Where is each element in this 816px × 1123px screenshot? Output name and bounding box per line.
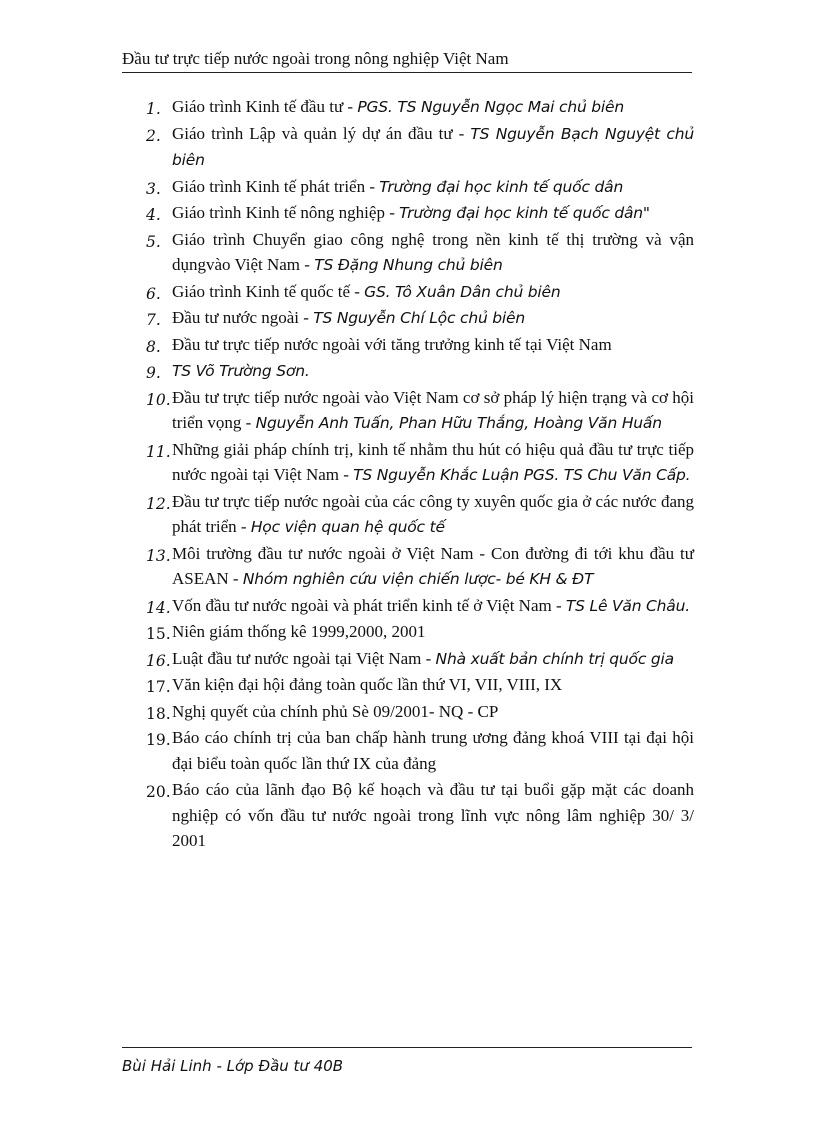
reference-item <box>146 541 694 593</box>
reference-number: 18. <box>146 704 171 723</box>
reference-number: 16. <box>146 651 171 670</box>
reference-number: 20. <box>146 783 171 801</box>
reference-source: Nhà xuất bản chính trị quốc gia <box>435 649 674 668</box>
reference-title: Đầu tư nước ngoài - <box>172 308 314 327</box>
reference-number: 13. <box>146 546 171 565</box>
reference-title: Báo cáo của lãnh đạo Bộ kế hoạch và đầu tư tại buổi gặp mặt các doanh nghiệp có vốn đầu tư nước ngoài trong lĩnh vực nông lâm nghiệp 30/ 3/ 2001 <box>172 780 694 850</box>
reference-item <box>146 279 694 306</box>
reference-title: Giáo trình Lập và quản lý dự án đầu tư - <box>172 123 471 143</box>
reference-item <box>146 332 694 359</box>
reference-title: Giáo trình Chuyển giao công nghệ trong nền kinh tế thị trường và vận dụngvào Việt Nam - <box>172 229 694 274</box>
reference-source: TS Nguyễn Bạch Nguyệt chủ biên <box>172 124 694 169</box>
reference-item <box>146 777 694 855</box>
reference-title: Niên giám thống kê 1999,2000, 2001 <box>172 622 426 641</box>
reference-item <box>146 94 694 121</box>
reference-source: Nhóm nghiên cứu viện chiến lược- bé KH & ĐT <box>242 570 594 588</box>
reference-title: Nghị quyết của chính phủ Sè 09/2001- NQ - CP <box>172 701 499 721</box>
reference-item <box>146 121 694 174</box>
reference-source: TS Đặng Nhung chủ biên <box>314 256 503 274</box>
reference-list <box>146 94 694 855</box>
reference-title: Văn kiện đại hội đảng toàn quốc lần thứ VI, VII, VIII, IX <box>172 675 563 694</box>
reference-source: GS. Tô Xuân Dân chủ biên <box>364 282 561 301</box>
reference-item <box>146 489 694 541</box>
reference-title: Luật đầu tư nước ngoài tại Việt Nam - <box>172 648 436 668</box>
reference-title: Báo cáo chính trị của ban chấp hành trung ương đảng khoá VIII tại đại hội đại biểu toàn quốc lần thứ IX của đảng <box>172 728 694 773</box>
reference-number: 19. <box>146 731 171 749</box>
reference-title: Giáo trình Kinh tế nông nghiệp - <box>172 203 400 222</box>
reference-number: 12. <box>146 494 171 513</box>
reference-item <box>146 646 694 673</box>
reference-number: 4. <box>146 206 161 224</box>
reference-number: 5. <box>146 232 161 251</box>
reference-item <box>146 672 694 699</box>
reference-number: 2. <box>146 126 161 145</box>
reference-item <box>146 725 694 777</box>
reference-source: TS Nguyễn Khắc Luận PGS. TS Chu Văn Cấp. <box>353 466 691 484</box>
reference-title: Môi trường đầu tư nước ngoài ở Việt Nam - Con đường đi tới khu đầu tư ASEAN - <box>172 543 694 588</box>
reference-item <box>146 437 694 489</box>
reference-number: 11. <box>146 442 171 461</box>
reference-number: 3. <box>146 179 161 198</box>
reference-title: Những giải pháp chính trị, kinh tế nhằm thu hút có hiệu quả đầu tư trực tiếp nước ngoài tại Việt Nam - <box>172 439 694 484</box>
reference-item <box>146 619 694 646</box>
reference-title: Vốn đầu tư nước ngoài và phát triển kinh tế ở Việt Nam - <box>172 595 566 615</box>
reference-number: 14. <box>146 598 171 617</box>
reference-source: Trường đại học kinh tế quốc dân" <box>399 204 650 222</box>
reference-title: Đầu tư trực tiếp nước ngoài với tăng trưởng kinh tế tại Việt Nam <box>172 334 612 354</box>
reference-title: Giáo trình Kinh tế phát triển - <box>172 176 380 196</box>
reference-source: TS Võ Trường Sơn. <box>172 362 310 380</box>
reference-title: Đầu tư trực tiếp nước ngoài của các công ty xuyên quốc gia ở các nước đang phát triển - <box>172 491 694 536</box>
reference-title: Giáo trình Kinh tế quốc tế - <box>172 281 365 301</box>
reference-source: PGS. TS Nguyễn Ngọc Mai chủ biên <box>357 98 625 116</box>
reference-item <box>146 174 694 201</box>
page-header: Đầu tư trực tiếp nước ngoài trong nông nghiệp Việt Nam <box>122 48 692 73</box>
page-footer: Bùi Hải Linh - Lớp Đầu tư 40B <box>122 1057 344 1075</box>
reference-number: 9. <box>146 364 161 382</box>
reference-number: 1. <box>146 100 161 118</box>
reference-item <box>146 385 694 437</box>
reference-number: 8. <box>146 337 161 356</box>
reference-number: 6. <box>146 284 161 303</box>
reference-number: 7. <box>146 311 161 329</box>
reference-source: Nguyễn Anh Tuấn, Phan Hữu Thắng, Hoàng Văn Huấn <box>255 414 662 432</box>
reference-number: 15. <box>146 625 171 643</box>
reference-item <box>146 699 694 726</box>
reference-item <box>146 227 694 279</box>
reference-title: Đầu tư trực tiếp nước ngoài vào Việt Nam cơ sở pháp lý hiện trạng và cơ hội triển vọng - <box>172 387 694 432</box>
reference-item <box>146 200 694 227</box>
reference-source: TS Lê Văn Châu. <box>565 596 690 615</box>
reference-source: Trường đại học kinh tế quốc dân <box>379 177 624 196</box>
reference-title: Giáo trình Kinh tế đầu tư - <box>172 97 358 116</box>
reference-source: TS Nguyễn Chí Lộc chủ biên <box>313 309 526 327</box>
reference-number: 17. <box>146 678 171 696</box>
reference-number: 10. <box>146 390 171 409</box>
reference-item <box>146 305 694 332</box>
reference-item <box>146 358 694 385</box>
reference-item <box>146 593 694 620</box>
footer-divider <box>122 1047 692 1048</box>
reference-source: Học viện quan hệ quốc tế <box>250 518 445 536</box>
